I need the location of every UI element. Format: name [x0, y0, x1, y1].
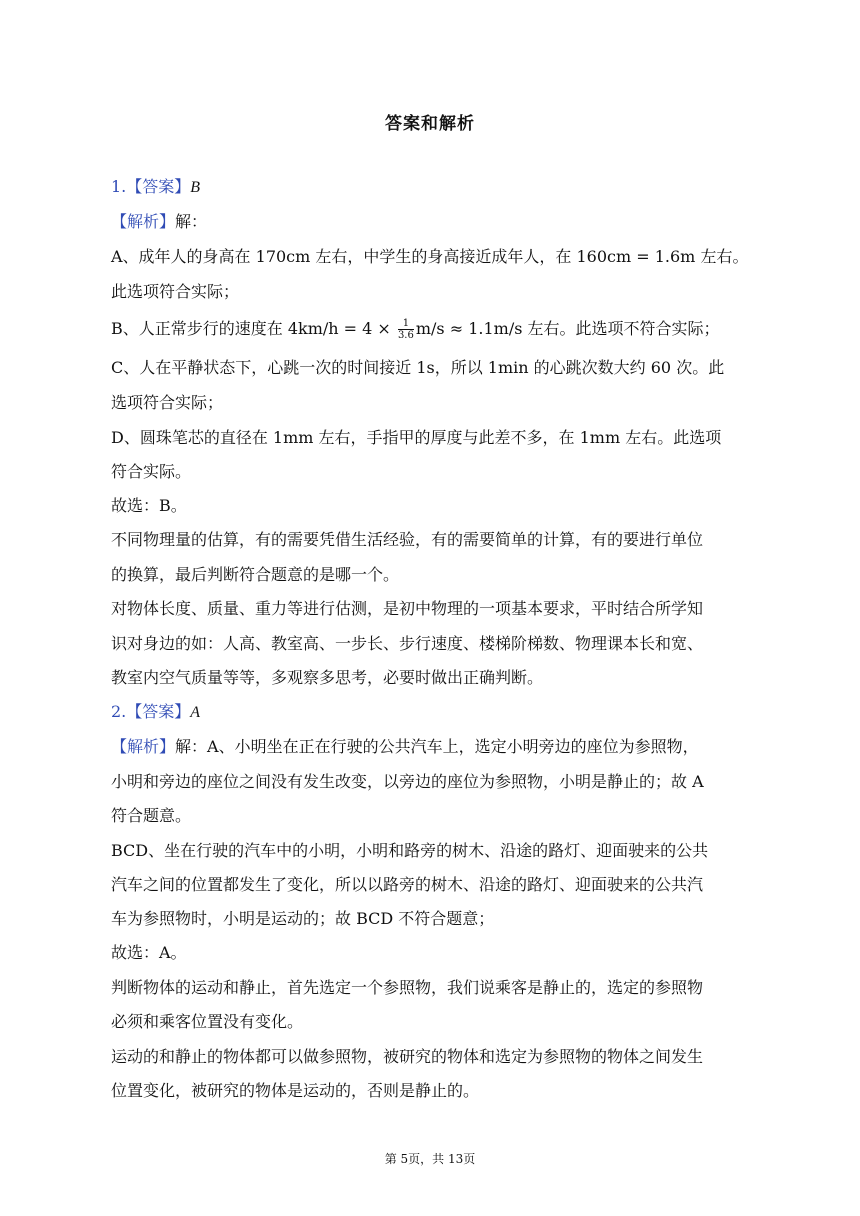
q1-analysis-intro: 解：: [175, 212, 208, 231]
q1-answer-prefix: 1.【答案】: [111, 177, 191, 196]
q1-answer-line: [111, 176, 751, 199]
q1-note2-line2: 识对身边的如：人高、教室高、一步长、步行速度、楼梯阶梯数、物理课本长和宽、: [111, 634, 704, 653]
q2-analysis-line: [111, 736, 751, 758]
q1-option-c-line2: 选项符合实际；: [111, 393, 224, 412]
q1-analysis-label: 【解析】: [111, 212, 176, 231]
q1-option-b-fraction: [398, 318, 414, 341]
q1-note1-line1: 不同物理量的估算，有的需要凭借生活经验，有的需要简单的计算，有的要进行单位: [111, 530, 704, 549]
q1-answer: B: [190, 179, 201, 196]
q2-option-bcd-line2: 汽车之间的位置都发生了变化，所以以路旁的树木、沿途的路灯、迎面驶来的公共汽: [111, 875, 704, 894]
q2-note1-line1: 判断物体的运动和静止，首先选定一个参照物，我们说乘客是静止的，选定的参照物: [111, 978, 704, 997]
page-title: 答案和解析: [385, 114, 475, 134]
q2-option-a-line1: 解：A、小明坐在正在行驶的公共汽车上，选定小明旁边的座位为参照物，: [175, 737, 699, 756]
q2-note2-line2: 位置变化，被研究的物体是运动的，否则是静止的。: [111, 1081, 480, 1100]
q2-answer-prefix: 2.【答案】: [111, 702, 191, 721]
q1-option-a-line1: A、成年人的身高在 170cm 左右，中学生的身高接近成年人，在 160cm = 1.6m 左右。: [111, 247, 749, 266]
q1-note2-line1: 对物体长度、质量、重力等进行估测，是初中物理的一项基本要求，平时结合所学知: [111, 599, 704, 618]
fraction-denominator: 3.6: [397, 330, 414, 341]
fraction-numerator: 1: [402, 318, 410, 329]
q1-note2-line3: 教室内空气质量等等，多观察多思考，必要时做出正确判断。: [111, 668, 544, 687]
q1-note1-line2: 的换算，最后判断符合题意的是哪一个。: [111, 565, 400, 584]
q2-analysis-label: 【解析】: [111, 737, 176, 756]
page-footer: 第 5页，共 13页: [384, 1152, 476, 1166]
q2-note2-line1: 运动的和静止的物体都可以做参照物，被研究的物体和选定为参照物的物体之间发生: [111, 1047, 704, 1066]
q2-answer-line: [111, 701, 751, 724]
q2-option-bcd-line3: 车为参照物时，小明是运动的；故 BCD 不符合题意；: [111, 909, 495, 928]
q1-choice: 故选：B。: [111, 496, 187, 515]
q1-option-a-line2: 此选项符合实际；: [111, 282, 240, 301]
q1-option-d-line2: 符合实际。: [111, 462, 192, 481]
q1-analysis-line: [111, 211, 751, 233]
q2-note1-line2: 必须和乘客位置没有变化。: [111, 1012, 304, 1031]
q2-choice: 故选：A。: [111, 943, 187, 962]
q1-option-d-line1: D、圆珠笔芯的直径在 1mm 左右，手指甲的厚度与此差不多，在 1mm 左右。此选项: [111, 428, 722, 447]
q2-answer: A: [190, 704, 201, 721]
q2-option-a-line3: 符合题意。: [111, 806, 192, 825]
q1-option-b-line: [111, 318, 751, 341]
q2-option-bcd-line1: BCD、坐在行驶的汽车中的小明，小明和路旁的树木、沿途的路灯、迎面驶来的公共: [111, 841, 709, 860]
q1-option-c-line1: C、人在平静状态下，心跳一次的时间接近 1s，所以 1min 的心跳次数大约 60 次。此: [111, 358, 725, 377]
q2-option-a-line2: 小明和旁边的座位之间没有发生改变，以旁边的座位为参照物，小明是静止的；故 A: [111, 772, 704, 791]
q1-option-b-prefix: B、人正常步行的速度在 4km/h = 4 ×: [111, 319, 396, 338]
q1-option-b-suffix: m/s ≈ 1.1m/s 左右。此选项不符合实际；: [415, 319, 720, 338]
